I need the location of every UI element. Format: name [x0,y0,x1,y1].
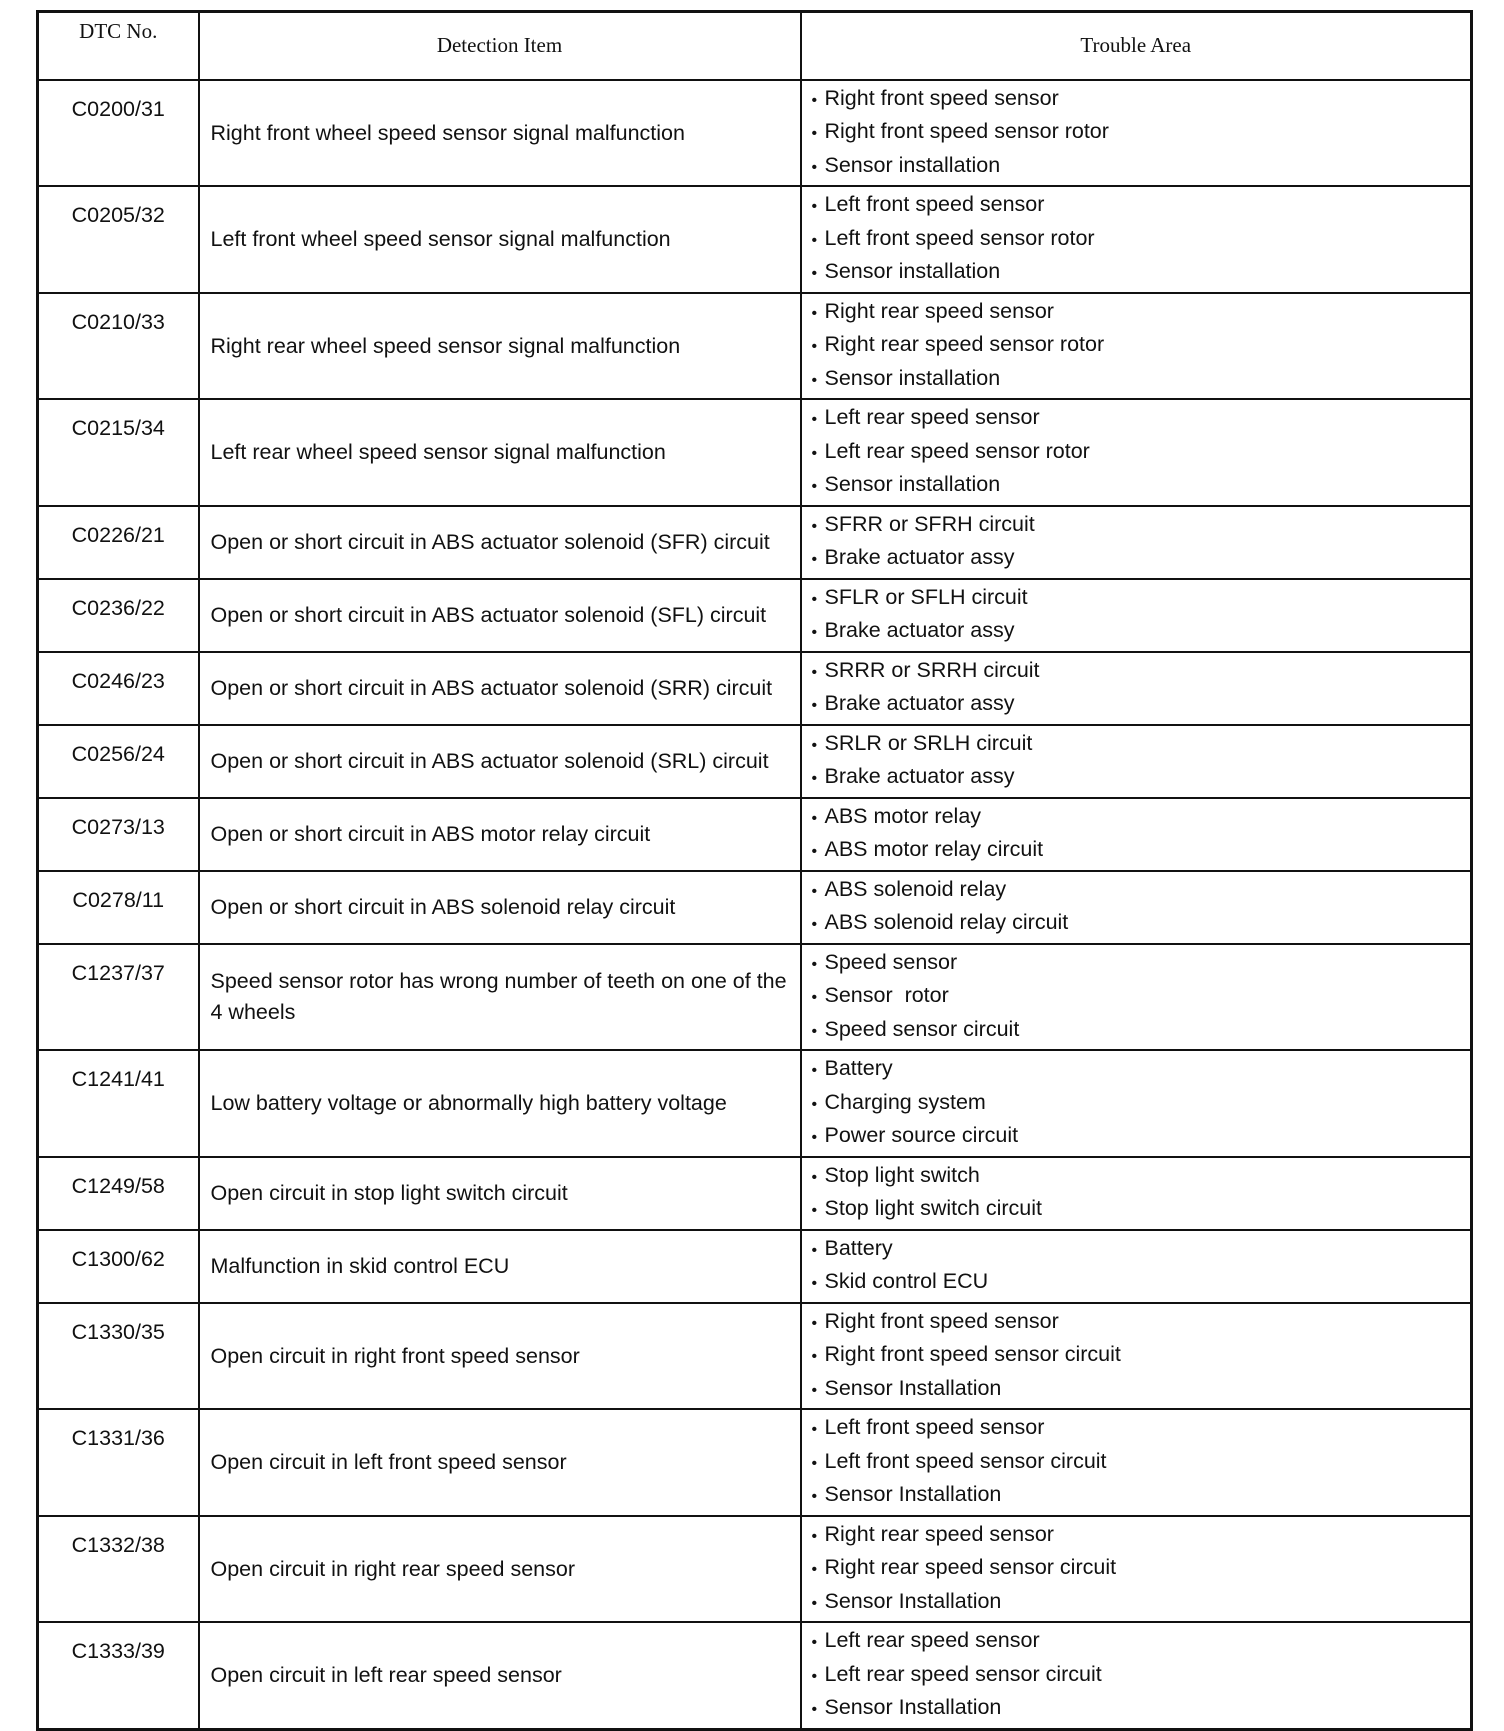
trouble-area-item [812,655,1471,689]
table-row [38,579,1472,652]
trouble-area-text: Left rear speed sensor rotor [824,438,1090,463]
dtc-code-cell: C0273/13 [38,798,199,871]
detection-item-cell: Right front wheel speed sensor signal malfunction [199,80,801,187]
dtc-code-cell: C0215/34 [38,399,199,506]
trouble-area-text: Brake actuator assy [824,618,1015,642]
bullet-icon: • [811,663,818,681]
bullet-icon: • [811,478,818,495]
trouble-area-text: Right front speed sensor [824,85,1059,110]
trouble-area-item [812,1160,1471,1194]
trouble-area-text: Speed sensor [824,949,958,974]
trouble-area-text: SFRR or SFRH circuit [824,511,1035,536]
dtc-code-cell: C0226/21 [38,506,199,579]
trouble-area-item [812,1373,1471,1407]
detection-item-cell: Open circuit in right rear speed sensor [199,1516,801,1623]
bullet-icon: • [811,1561,818,1578]
trouble-area-text: Sensor Installation [824,1695,1002,1719]
bullet-icon: • [811,265,818,282]
trouble-area-item [812,1339,1471,1373]
trouble-area-text: Brake actuator assy [824,764,1015,788]
trouble-area-item [812,509,1471,543]
table-row [38,1230,1472,1303]
trouble-area-item [812,1053,1471,1087]
trouble-area-item [812,1552,1471,1586]
dtc-table [36,10,1473,1731]
detection-item-cell: Low battery voltage or abnormally high battery voltage [199,1050,801,1157]
bullet-icon: • [811,411,818,428]
bullet-icon: • [811,1594,818,1612]
detection-item-cell: Open circuit in left front speed sensor [199,1409,801,1516]
dtc-code-cell: C1330/35 [38,1303,199,1410]
trouble-area-cell [801,506,1472,579]
table-body [38,80,1472,1730]
detection-item-cell: Open or short circuit in ABS actuator solenoid (SRR) circuit [199,652,801,725]
trouble-area-text: Power source circuit [824,1123,1019,1147]
trouble-area-text: Sensor Installation [824,1588,1002,1613]
bullet-icon: • [811,1168,818,1186]
bullet-icon: • [811,371,818,389]
bullet-icon: • [811,91,818,109]
trouble-area-cell [801,1303,1472,1410]
bullet-icon: • [811,1129,818,1146]
bullet-icon: • [811,1488,818,1505]
dtc-code-cell: C1331/36 [38,1409,199,1516]
trouble-area-item [812,582,1471,616]
trouble-area-text: Sensor Installation [824,1375,1002,1400]
bullet-icon: • [811,590,818,608]
bullet-icon: • [811,736,818,754]
trouble-area-text: Left front speed sensor circuit [824,1448,1107,1473]
trouble-area-text: Sensor installation [824,152,1001,177]
table-row [38,186,1472,293]
trouble-area-item [812,1692,1471,1726]
trouble-area-text: SFLR or SFLH circuit [824,584,1028,609]
trouble-area-item [812,1519,1471,1553]
detection-item-cell: Open circuit in right front speed sensor [199,1303,801,1410]
trouble-area-text: Right rear speed sensor [824,298,1054,323]
trouble-area-item [812,1479,1471,1513]
table-row [38,725,1472,798]
trouble-area-text: Left rear speed sensor [824,405,1040,429]
bullet-icon: • [811,1062,818,1079]
dtc-code-cell: C1300/62 [38,1230,199,1303]
trouble-area-text: SRLR or SRLH circuit [824,730,1033,755]
trouble-area-text: Right rear speed sensor rotor [824,332,1105,356]
dtc-code-cell: C0256/24 [38,725,199,798]
table-row [38,506,1472,579]
trouble-area-item [812,1087,1471,1121]
trouble-area-item [812,150,1471,184]
table-row [38,1157,1472,1230]
trouble-area-text: Stop light switch circuit [824,1196,1042,1220]
bullet-icon: • [811,1348,818,1365]
table-row [38,944,1472,1051]
trouble-area-cell [801,399,1472,506]
table-row [38,1516,1472,1623]
trouble-area-text: Charging system [824,1089,986,1114]
trouble-area-cell [801,1516,1472,1623]
table-row [38,652,1472,725]
header-trouble-area: Trouble Area [801,12,1472,80]
trouble-area-text: Left rear speed sensor [824,1628,1040,1652]
trouble-area-item [812,980,1471,1014]
trouble-area-item [812,329,1471,363]
trouble-area-item [812,1014,1471,1048]
bullet-icon: • [811,1421,818,1438]
trouble-area-text: Left front speed sensor rotor [824,225,1095,250]
detection-item-cell: Open circuit in left rear speed sensor [199,1622,801,1729]
bullet-icon: • [811,955,818,973]
bullet-icon: • [811,517,818,535]
trouble-area-text: Right front speed sensor circuit [824,1342,1121,1366]
trouble-area-cell [801,579,1472,652]
bullet-icon: • [811,916,818,933]
header-dtc-no: DTC No. [38,12,199,80]
trouble-area-cell [801,944,1472,1051]
trouble-area-text: ABS motor relay circuit [824,837,1044,861]
trouble-area-item [812,116,1471,150]
dtc-code-cell: C0278/11 [38,871,199,944]
trouble-area-cell [801,1050,1472,1157]
bullet-icon: • [811,158,818,176]
bullet-icon: • [811,1314,818,1332]
trouble-area-item [812,469,1471,503]
trouble-area-item [812,728,1471,762]
trouble-area-text: Left front speed sensor [824,1415,1045,1439]
trouble-area-text: Right rear speed sensor [824,1521,1054,1546]
trouble-area-text: ABS motor relay [824,803,982,828]
trouble-area-item [812,1306,1471,1340]
bullet-icon: • [811,697,818,714]
trouble-area-text: Battery [824,1235,893,1260]
trouble-area-item [812,874,1471,908]
trouble-area-item [812,801,1471,835]
trouble-area-text: ABS solenoid relay circuit [824,910,1069,934]
trouble-area-item [812,947,1471,981]
trouble-area-item [812,761,1471,795]
detection-item-cell: Right rear wheel speed sensor signal malfunction [199,293,801,400]
trouble-area-text: Sensor installation [824,259,1001,283]
bullet-icon: • [811,1022,818,1040]
trouble-area-item [812,189,1471,223]
table-row [38,80,1472,187]
trouble-area-text: Sensor Installation [824,1482,1002,1506]
detection-item-cell: Open or short circuit in ABS solenoid relay circuit [199,871,801,944]
bullet-icon: • [811,1527,818,1545]
trouble-area-item [812,907,1471,941]
bullet-icon: • [811,1275,818,1292]
trouble-area-cell [801,1230,1472,1303]
table-row [38,399,1472,506]
trouble-area-item [812,296,1471,330]
trouble-area-text: Left rear speed sensor circuit [824,1661,1102,1686]
trouble-area-item [812,83,1471,117]
table-row [38,293,1472,400]
trouble-area-text: ABS solenoid relay [824,876,1007,901]
bullet-icon: • [811,1241,818,1259]
trouble-area-text: Skid control ECU [824,1269,989,1293]
detection-item-cell: Open or short circuit in ABS actuator solenoid (SFR) circuit [199,506,801,579]
bullet-icon: • [811,1202,818,1219]
table-row [38,1050,1472,1157]
bullet-icon: • [811,1634,818,1651]
bullet-icon: • [811,338,818,355]
dtc-code-cell: C1333/39 [38,1622,199,1729]
trouble-area-item [812,223,1471,257]
bullet-icon: • [811,882,818,900]
table-row [38,798,1472,871]
trouble-area-cell [801,1157,1472,1230]
detection-item-cell: Open circuit in stop light switch circuit [199,1157,801,1230]
trouble-area-item [812,256,1471,290]
bullet-icon: • [811,1454,818,1472]
trouble-area-cell [801,798,1472,871]
trouble-area-text: SRRR or SRRH circuit [824,657,1040,682]
trouble-area-text: Battery [824,1056,893,1080]
trouble-area-item [812,1120,1471,1154]
trouble-area-text: Brake actuator assy [824,545,1015,569]
table-row [38,1303,1472,1410]
trouble-area-text: Sensor installation [824,365,1001,390]
trouble-area-item [812,402,1471,436]
trouble-area-text: Sensor rotor [824,983,949,1007]
trouble-area-item [812,1446,1471,1480]
trouble-area-item [812,1266,1471,1300]
trouble-area-item [812,1233,1471,1267]
table-row [38,871,1472,944]
bullet-icon: • [811,125,818,142]
trouble-area-item [812,615,1471,649]
dtc-code-cell: C0205/32 [38,186,199,293]
detection-item-cell: Speed sensor rotor has wrong number of teeth on one of the 4 wheels [199,944,801,1051]
trouble-area-item [812,1625,1471,1659]
trouble-area-item [812,542,1471,576]
trouble-area-text: Right front speed sensor rotor [824,119,1109,143]
bullet-icon: • [811,1667,818,1685]
trouble-area-cell [801,1409,1472,1516]
dtc-code-cell: C1237/37 [38,944,199,1051]
bullet-icon: • [811,1381,818,1399]
bullet-icon: • [811,1701,818,1718]
detection-item-cell: Malfunction in skid control ECU [199,1230,801,1303]
bullet-icon: • [811,444,818,462]
bullet-icon: • [811,843,818,860]
trouble-area-text: Stop light switch [824,1162,980,1187]
trouble-area-text: Left front speed sensor [824,192,1045,216]
table-row [38,1622,1472,1729]
dtc-code-cell: C1332/38 [38,1516,199,1623]
detection-item-cell: Open or short circuit in ABS actuator solenoid (SRL) circuit [199,725,801,798]
trouble-area-cell [801,871,1472,944]
detection-item-cell: Open or short circuit in ABS actuator solenoid (SFL) circuit [199,579,801,652]
trouble-area-item [812,1193,1471,1227]
bullet-icon: • [811,770,818,787]
trouble-area-text: Right front speed sensor [824,1308,1059,1333]
trouble-area-item [812,363,1471,397]
bullet-icon: • [811,231,818,249]
dtc-code-cell: C1249/58 [38,1157,199,1230]
bullet-icon: • [811,304,818,322]
trouble-area-cell [801,80,1472,187]
bullet-icon: • [811,551,818,568]
detection-item-cell: Left front wheel speed sensor signal malfunction [199,186,801,293]
dtc-code-cell: C1241/41 [38,1050,199,1157]
dtc-code-cell: C0210/33 [38,293,199,400]
header-row [38,12,1472,80]
bullet-icon: • [811,198,818,215]
trouble-area-text: Brake actuator assy [824,691,1015,715]
trouble-area-cell [801,725,1472,798]
dtc-code-cell: C0200/31 [38,80,199,187]
trouble-area-item [812,1586,1471,1620]
trouble-area-cell [801,1622,1472,1729]
trouble-area-text: Sensor installation [824,472,1001,496]
trouble-area-item [812,436,1471,470]
trouble-area-cell [801,186,1472,293]
dtc-code-cell: C0236/22 [38,579,199,652]
dtc-code-cell: C0246/23 [38,652,199,725]
trouble-area-text: Speed sensor circuit [824,1016,1020,1041]
table-row [38,1409,1472,1516]
trouble-area-cell [801,293,1472,400]
trouble-area-item [812,1412,1471,1446]
bullet-icon: • [811,624,818,641]
bullet-icon: • [811,809,818,827]
detection-item-cell: Open or short circuit in ABS motor relay circuit [199,798,801,871]
detection-item-cell: Left rear wheel speed sensor signal malfunction [199,399,801,506]
trouble-area-cell [801,652,1472,725]
bullet-icon: • [811,1095,818,1113]
trouble-area-item [812,688,1471,722]
bullet-icon: • [811,989,818,1006]
trouble-area-item [812,834,1471,868]
header-detection-item: Detection Item [199,12,801,80]
trouble-area-text: Right rear speed sensor circuit [824,1555,1117,1579]
trouble-area-item [812,1659,1471,1693]
